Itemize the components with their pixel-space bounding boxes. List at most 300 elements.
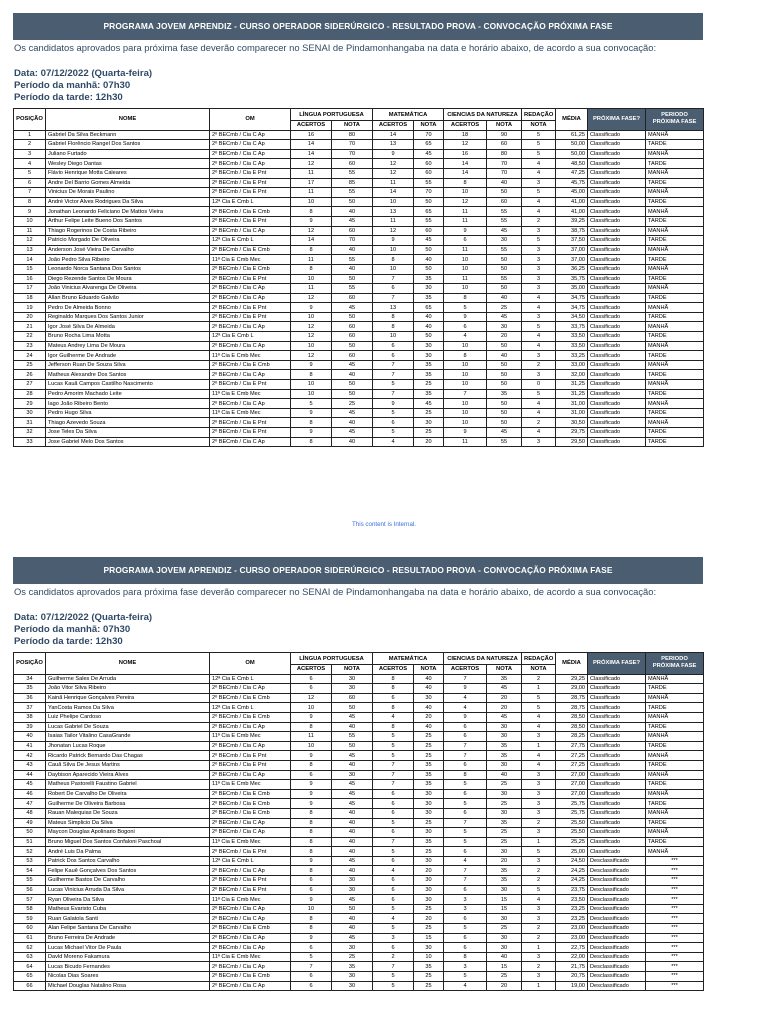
cell-om: 2º BECmb / Cia C Ap	[210, 293, 291, 303]
cell-essay-grade: 3	[522, 972, 556, 982]
cell-position: 64	[14, 962, 46, 972]
cell-cn-grade: 15	[487, 962, 522, 972]
cell-name: Michael Douglas Natalino Rosa	[46, 981, 210, 991]
cell-lp-grade: 45	[332, 895, 373, 905]
cell-average: 28,75	[556, 703, 588, 713]
cell-cn-hits: 8	[444, 351, 487, 361]
cell-lp-grade: 60	[332, 332, 373, 342]
cell-mat-grade: 25	[414, 732, 444, 742]
cell-essay-grade: 2	[522, 216, 556, 226]
table-row	[14, 207, 704, 217]
cell-next-phase: Classificado	[588, 274, 646, 284]
cell-position: 7	[14, 188, 46, 198]
cell-cn-hits: 3	[444, 962, 487, 972]
cell-next-phase: Classificado	[588, 303, 646, 313]
cell-next-period: TARDE	[646, 780, 704, 790]
table-row	[14, 962, 704, 972]
cell-om: 2º BECmb / Cia E Cmb	[210, 207, 291, 217]
cell-cn-grade: 20	[487, 703, 522, 713]
cell-name: Iago João Ribeiro Bento	[46, 399, 210, 409]
cell-lp-hits: 6	[291, 981, 332, 991]
cell-lp-hits: 10	[291, 380, 332, 390]
cell-om: 2º BECmb / Cia C Ap	[210, 981, 291, 991]
table-row	[14, 943, 704, 953]
table-row	[14, 284, 704, 294]
cell-mat-grade: 40	[414, 674, 444, 684]
cell-om: 2º BECmb / Cia C Ap	[210, 370, 291, 380]
cell-lp-hits: 6	[291, 972, 332, 982]
cell-cn-hits: 4	[444, 693, 487, 703]
cell-next-period: MANHÃ	[646, 693, 704, 703]
cell-next-period: ***	[646, 962, 704, 972]
cell-cn-grade: 25	[487, 837, 522, 847]
cell-cn-grade: 35	[487, 818, 522, 828]
table-row	[14, 684, 704, 694]
cell-next-period: MANHÃ	[646, 789, 704, 799]
cell-position: 40	[14, 732, 46, 742]
table-row	[14, 818, 704, 828]
header-portuguese: LÍNGUA PORTUGUESA	[291, 109, 373, 121]
cell-essay-grade: 5	[522, 693, 556, 703]
cell-mat-grade: 10	[414, 952, 444, 962]
cell-lp-hits: 8	[291, 760, 332, 770]
cell-om: 2º BECmb / Cia C Ap	[210, 914, 291, 924]
header-cn-grade: NOTA	[487, 121, 522, 131]
cell-next-period: TARDE	[646, 274, 704, 284]
cell-lp-grade: 60	[332, 159, 373, 169]
cell-essay-grade: 1	[522, 684, 556, 694]
cell-average: 32,00	[556, 370, 588, 380]
cell-essay-grade: 3	[522, 828, 556, 838]
cell-lp-grade: 50	[332, 341, 373, 351]
cell-lp-grade: 25	[332, 399, 373, 409]
cell-position: 62	[14, 943, 46, 953]
cell-cn-grade: 50	[487, 255, 522, 265]
cell-om: 2º BECmb / Cia C Ap	[210, 962, 291, 972]
cell-lp-grade: 40	[332, 722, 373, 732]
cell-cn-hits: 12	[444, 197, 487, 207]
cell-cn-grade: 25	[487, 972, 522, 982]
exam-date: Data: 07/12/2022 (Quarta-feira)	[14, 68, 153, 79]
cell-lp-hits: 10	[291, 274, 332, 284]
cell-lp-grade: 55	[332, 732, 373, 742]
cell-mat-grade: 35	[414, 274, 444, 284]
cell-lp-hits: 14	[291, 140, 332, 150]
cell-lp-grade: 80	[332, 130, 373, 140]
table-row	[14, 924, 704, 934]
cell-next-phase: Classificado	[588, 130, 646, 140]
header-average: MÉDIA	[556, 653, 588, 675]
header-math: MATEMÁTICA	[373, 109, 444, 121]
cell-name: João Vitor Silva Ribeiro	[46, 684, 210, 694]
cell-position: 39	[14, 722, 46, 732]
table-row	[14, 168, 704, 178]
cell-cn-grade: 30	[487, 760, 522, 770]
cell-next-period: ***	[646, 933, 704, 943]
cell-next-period: MANHÃ	[646, 808, 704, 818]
cell-lp-hits: 17	[291, 178, 332, 188]
cell-cn-hits: 14	[444, 168, 487, 178]
cell-name: Lucas Vinicius Arruda Da Silva	[46, 885, 210, 895]
cell-lp-hits: 8	[291, 866, 332, 876]
cell-essay-grade: 3	[522, 904, 556, 914]
cell-cn-grade: 50	[487, 264, 522, 274]
cell-name: Ruan Galatola Santi	[46, 914, 210, 924]
cell-next-period: ***	[646, 914, 704, 924]
cell-mat-grade: 45	[414, 236, 444, 246]
cell-lp-grade: 55	[332, 188, 373, 198]
header-science: CIENCIAS DA NATUREZA	[444, 653, 522, 665]
cell-essay-grade: 2	[522, 962, 556, 972]
cell-position: 36	[14, 693, 46, 703]
cell-next-phase: Classificado	[588, 770, 646, 780]
cell-next-phase: Classificado	[588, 245, 646, 255]
cell-name: João Vinicius Alvarenga De Oliveira	[46, 284, 210, 294]
cell-mat-grade: 50	[414, 245, 444, 255]
table-row	[14, 216, 704, 226]
cell-next-phase: Classificado	[588, 255, 646, 265]
cell-om: 2º BECmb / Cia E Cmb	[210, 264, 291, 274]
cell-average: 31,25	[556, 380, 588, 390]
cell-cn-grade: 20	[487, 856, 522, 866]
cell-mat-grade: 30	[414, 808, 444, 818]
cell-name: André Victor Alves Rodrigues Da Silva	[46, 197, 210, 207]
cell-essay-grade: 5	[522, 130, 556, 140]
cell-lp-hits: 9	[291, 216, 332, 226]
cell-cn-grade: 55	[487, 245, 522, 255]
cell-mat-hits: 8	[373, 684, 414, 694]
cell-next-phase: Classificado	[588, 322, 646, 332]
cell-average: 34,75	[556, 293, 588, 303]
cell-next-period: MANHÃ	[646, 207, 704, 217]
cell-next-phase: Classificado	[588, 760, 646, 770]
cell-lp-grade: 30	[332, 972, 373, 982]
cell-average: 23,00	[556, 924, 588, 934]
cell-essay-grade: 3	[522, 226, 556, 236]
cell-name: Cauã Silva De Jesus Martins	[46, 760, 210, 770]
header-essay: REDAÇÃO	[522, 109, 556, 121]
cell-cn-hits: 9	[444, 684, 487, 694]
cell-cn-hits: 11	[444, 437, 487, 447]
cell-cn-grade: 50	[487, 370, 522, 380]
cell-mat-hits: 6	[373, 284, 414, 294]
cell-essay-grade: 4	[522, 760, 556, 770]
cell-next-phase: Classificado	[588, 847, 646, 857]
cell-next-phase: Classificado	[588, 780, 646, 790]
cell-cn-grade: 30	[487, 732, 522, 742]
cell-position: 41	[14, 741, 46, 751]
cell-essay-grade: 4	[522, 303, 556, 313]
cell-name: Lucas Bicudo Fernandes	[46, 962, 210, 972]
cell-next-period: MANHÃ	[646, 322, 704, 332]
table-row	[14, 722, 704, 732]
cell-essay-grade: 4	[522, 428, 556, 438]
cell-cn-hits: 4	[444, 703, 487, 713]
cell-cn-grade: 40	[487, 178, 522, 188]
cell-lp-grade: 40	[332, 837, 373, 847]
cell-mat-hits: 6	[373, 789, 414, 799]
cell-lp-hits: 9	[291, 408, 332, 418]
document-title-banner-page2: PROGRAMA JOVEM APRENDIZ - CURSO OPERADOR SIDERÚRGICO - RESULTADO PROVA - CONVOCAÇÃO PRÓXIMA FASE	[13, 557, 703, 584]
cell-average: 25,25	[556, 837, 588, 847]
cell-next-phase: Classificado	[588, 178, 646, 188]
cell-mat-grade: 30	[414, 895, 444, 905]
cell-mat-grade: 25	[414, 751, 444, 761]
cell-lp-grade: 40	[332, 370, 373, 380]
results-body-page2	[14, 674, 704, 991]
cell-name: Rauan Malequias De Souza	[46, 808, 210, 818]
cell-om: 2º BECmb / Cia E Pnt	[210, 303, 291, 313]
cell-next-phase: Classificado	[588, 264, 646, 274]
table-row	[14, 712, 704, 722]
cell-lp-hits: 8	[291, 245, 332, 255]
cell-position: 24	[14, 351, 46, 361]
cell-essay-grade: 4	[522, 399, 556, 409]
cell-mat-grade: 50	[414, 197, 444, 207]
cell-mat-hits: 5	[373, 847, 414, 857]
cell-next-period: ***	[646, 866, 704, 876]
cell-mat-grade: 40	[414, 255, 444, 265]
cell-name: Lucas Kauã Campos Castilho Nascimento	[46, 380, 210, 390]
cell-om: 2º BECmb / Cia C Ap	[210, 933, 291, 943]
cell-name: Jose Gabriel Melo Dos Santos	[46, 437, 210, 447]
cell-cn-hits: 11	[444, 245, 487, 255]
cell-next-phase: Classificado	[588, 159, 646, 169]
cell-name: Juliano Furtado	[46, 149, 210, 159]
cell-essay-grade: 4	[522, 722, 556, 732]
cell-lp-grade: 45	[332, 360, 373, 370]
cell-lp-hits: 12	[291, 322, 332, 332]
cell-next-phase: Classificado	[588, 197, 646, 207]
cell-mat-grade: 20	[414, 712, 444, 722]
cell-next-period: TARDE	[646, 437, 704, 447]
cell-mat-grade: 25	[414, 818, 444, 828]
cell-name: Patricio Morgado De Oliveira	[46, 236, 210, 246]
cell-mat-grade: 65	[414, 303, 444, 313]
cell-om: 2º BECmb / Cia C Ap	[210, 684, 291, 694]
cell-average: 29,00	[556, 684, 588, 694]
cell-om: 2º BECmb / Cia C Ap	[210, 943, 291, 953]
cell-mat-hits: 14	[373, 188, 414, 198]
cell-essay-grade: 4	[522, 159, 556, 169]
cell-mat-hits: 7	[373, 360, 414, 370]
cell-essay-grade: 2	[522, 418, 556, 428]
cell-cn-hits: 6	[444, 722, 487, 732]
cell-position: 60	[14, 924, 46, 934]
cell-position: 14	[14, 255, 46, 265]
cell-lp-hits: 12	[291, 693, 332, 703]
cell-name: Lucas Michael Vitor De Paula	[46, 943, 210, 953]
cell-name: Guilherme De Oliveira Barbosa	[46, 799, 210, 809]
cell-mat-hits: 5	[373, 428, 414, 438]
cell-mat-grade: 30	[414, 943, 444, 953]
cell-mat-grade: 25	[414, 380, 444, 390]
cell-lp-grade: 50	[332, 274, 373, 284]
cell-position: 66	[14, 981, 46, 991]
cell-om: 11ª Cia E Cmb Mec	[210, 408, 291, 418]
cell-average: 25,75	[556, 799, 588, 809]
cell-next-period: MANHÃ	[646, 751, 704, 761]
cell-cn-grade: 30	[487, 885, 522, 895]
cell-lp-hits: 8	[291, 370, 332, 380]
table-row	[14, 399, 704, 409]
cell-lp-hits: 8	[291, 828, 332, 838]
cell-position: 45	[14, 780, 46, 790]
cell-lp-hits: 11	[291, 188, 332, 198]
cell-next-phase: Classificado	[588, 236, 646, 246]
cell-average: 41,00	[556, 207, 588, 217]
cell-lp-hits: 9	[291, 780, 332, 790]
cell-position: 17	[14, 284, 46, 294]
cell-cn-hits: 18	[444, 130, 487, 140]
cell-cn-hits: 10	[444, 370, 487, 380]
cell-name: Gabriel Da Silva Beckmann	[46, 130, 210, 140]
cell-essay-grade: 1	[522, 741, 556, 751]
cell-next-phase: Classificado	[588, 293, 646, 303]
cell-average: 27,00	[556, 770, 588, 780]
cell-next-phase: Classificado	[588, 741, 646, 751]
cell-position: 2	[14, 140, 46, 150]
table-row	[14, 341, 704, 351]
cell-name: Bruno Miguel Dos Santos Confaloni Paschoal	[46, 837, 210, 847]
cell-name: Guilherme Bastos De Carvalho	[46, 876, 210, 886]
cell-mat-grade: 70	[414, 188, 444, 198]
cell-cn-hits: 6	[444, 943, 487, 953]
cell-cn-hits: 10	[444, 255, 487, 265]
cell-essay-grade: 3	[522, 264, 556, 274]
cell-lp-grade: 85	[332, 178, 373, 188]
cell-mat-grade: 25	[414, 904, 444, 914]
cell-mat-grade: 70	[414, 130, 444, 140]
cell-cn-hits: 4	[444, 332, 487, 342]
cell-cn-grade: 20	[487, 981, 522, 991]
cell-essay-grade: 4	[522, 332, 556, 342]
cell-cn-hits: 10	[444, 360, 487, 370]
cell-essay-grade: 5	[522, 188, 556, 198]
cell-next-period: TARDE	[646, 140, 704, 150]
cell-name: Anderson José Vieira De Carvalho	[46, 245, 210, 255]
cell-average: 22,75	[556, 943, 588, 953]
cell-mat-hits: 10	[373, 332, 414, 342]
cell-position: 59	[14, 914, 46, 924]
cell-lp-hits: 8	[291, 924, 332, 934]
cell-position: 28	[14, 389, 46, 399]
cell-mat-grade: 65	[414, 140, 444, 150]
cell-om: 2º BECmb / Cia E Pnt	[210, 760, 291, 770]
cell-lp-grade: 30	[332, 876, 373, 886]
cell-mat-hits: 3	[373, 933, 414, 943]
cell-lp-grade: 45	[332, 408, 373, 418]
cell-cn-grade: 40	[487, 952, 522, 962]
cell-position: 18	[14, 293, 46, 303]
cell-lp-hits: 6	[291, 943, 332, 953]
cell-cn-grade: 45	[487, 226, 522, 236]
cell-mat-hits: 8	[373, 674, 414, 684]
cell-name: YanCosta Ramos Da Silva	[46, 703, 210, 713]
cell-essay-grade: 5	[522, 149, 556, 159]
cell-next-period: TARDE	[646, 799, 704, 809]
cell-lp-grade: 50	[332, 904, 373, 914]
cell-cn-grade: 35	[487, 741, 522, 751]
cell-lp-grade: 40	[332, 437, 373, 447]
cell-mat-grade: 30	[414, 885, 444, 895]
cell-position: 33	[14, 437, 46, 447]
cell-position: 4	[14, 159, 46, 169]
cell-cn-grade: 50	[487, 284, 522, 294]
cell-next-phase: Classificado	[588, 437, 646, 447]
cell-position: 42	[14, 751, 46, 761]
cell-next-period: MANHÃ	[646, 188, 704, 198]
cell-name: Bruno Ferreira De Andrade	[46, 933, 210, 943]
cell-mat-hits: 6	[373, 351, 414, 361]
cell-mat-hits: 7	[373, 293, 414, 303]
table-row	[14, 972, 704, 982]
cell-average: 25,50	[556, 828, 588, 838]
internal-content-note: This content is Internal.	[352, 521, 416, 528]
cell-mat-hits: 6	[373, 828, 414, 838]
cell-average: 23,25	[556, 914, 588, 924]
cell-position: 13	[14, 245, 46, 255]
cell-mat-hits: 7	[373, 389, 414, 399]
cell-om: 2º BECmb / Cia C Ap	[210, 140, 291, 150]
cell-lp-hits: 6	[291, 674, 332, 684]
cell-next-phase: Desclassificado	[588, 856, 646, 866]
cell-next-phase: Classificado	[588, 341, 646, 351]
cell-cn-grade: 55	[487, 207, 522, 217]
table-row	[14, 332, 704, 342]
cell-mat-hits: 13	[373, 140, 414, 150]
cell-average: 37,00	[556, 255, 588, 265]
cell-lp-hits: 9	[291, 789, 332, 799]
cell-mat-grade: 30	[414, 418, 444, 428]
cell-mat-grade: 20	[414, 437, 444, 447]
cell-lp-hits: 8	[291, 207, 332, 217]
cell-name: Jose Teles Da Silva	[46, 428, 210, 438]
cell-position: 52	[14, 847, 46, 857]
cell-name: Jonathan Leonardo Feliciano De Mattos Vieira	[46, 207, 210, 217]
cell-next-phase: Classificado	[588, 751, 646, 761]
table-row	[14, 847, 704, 857]
cell-average: 20,75	[556, 972, 588, 982]
cell-position: 58	[14, 904, 46, 914]
cell-average: 35,75	[556, 274, 588, 284]
cell-om: 2º BECmb / Cia C Ap	[210, 130, 291, 140]
cell-mat-hits: 6	[373, 943, 414, 953]
cell-mat-hits: 4	[373, 437, 414, 447]
cell-position: 31	[14, 418, 46, 428]
cell-name: Thiago Rogerinos De Costa Ribeiro	[46, 226, 210, 236]
cell-lp-grade: 40	[332, 808, 373, 818]
cell-mat-hits: 5	[373, 904, 414, 914]
cell-cn-hits: 7	[444, 741, 487, 751]
cell-om: 12ª Cia E Cmb L	[210, 674, 291, 684]
cell-lp-grade: 30	[332, 684, 373, 694]
header-name: NOME	[46, 109, 210, 131]
cell-essay-grade: 4	[522, 408, 556, 418]
cell-cn-hits: 10	[444, 399, 487, 409]
cell-mat-grade: 30	[414, 284, 444, 294]
cell-average: 21,75	[556, 962, 588, 972]
cell-next-phase: Classificado	[588, 351, 646, 361]
cell-om: 2º BECmb / Cia E Cmb	[210, 924, 291, 934]
cell-mat-grade: 30	[414, 341, 444, 351]
table-row	[14, 789, 704, 799]
cell-name: Ricardo Patrick Bernardo Das Chagas	[46, 751, 210, 761]
cell-average: 36,25	[556, 264, 588, 274]
cell-next-phase: Classificado	[588, 140, 646, 150]
table-row	[14, 770, 704, 780]
cell-lp-grade: 50	[332, 703, 373, 713]
